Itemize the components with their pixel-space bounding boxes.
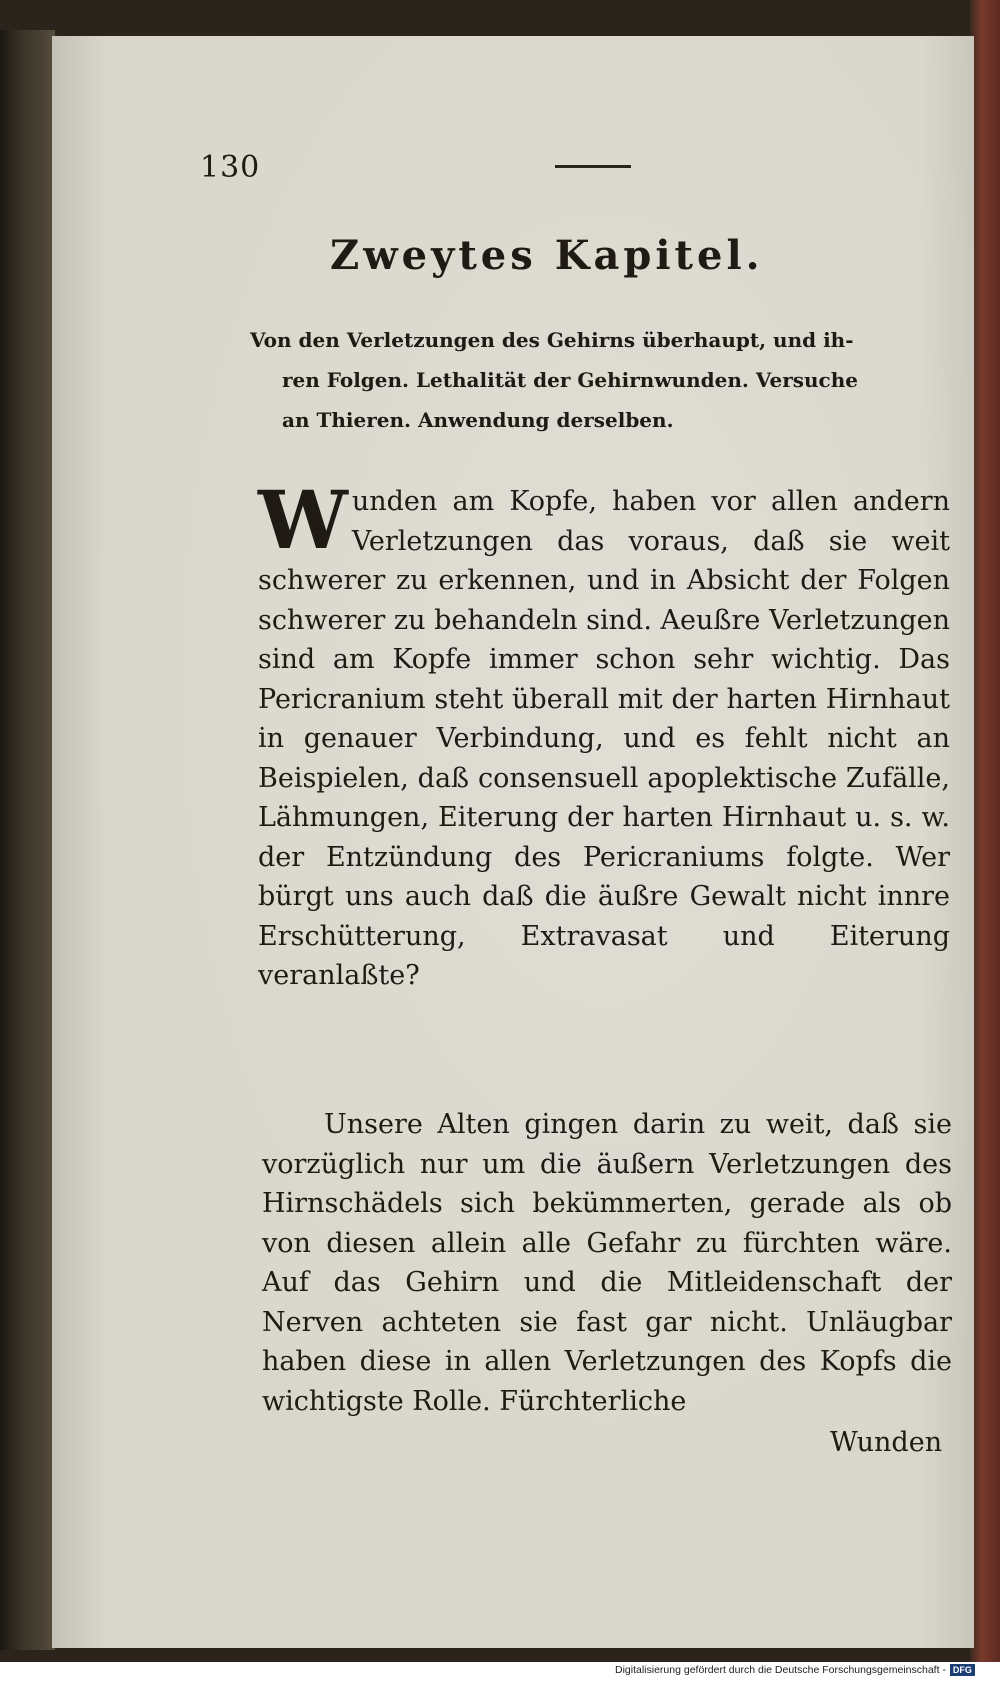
paragraph-1	[258, 473, 950, 996]
chapter-summary	[250, 320, 940, 440]
book-spine	[0, 30, 55, 1650]
credit-text: Digitalisierung gefördert durch die Deutsche Forschungsgemeinschaft -	[615, 1664, 946, 1676]
book-edge	[970, 0, 1000, 1662]
digitization-credit	[615, 1664, 1000, 1676]
summary-line: Von den Verletzungen des Gehirns überhaupt, und ih-	[250, 328, 854, 352]
drop-initial: W	[258, 473, 348, 567]
header-rule	[555, 165, 631, 168]
summary-line: ren Folgen. Lethalität der Gehirnwunden. Versuche	[282, 368, 858, 392]
chapter-title: Zweytes Kapitel.	[330, 232, 764, 279]
paragraph-2: Unsere Alten gingen darin zu weit, daß sie vorzüglich nur um die äußern Verletzungen des Hirnschädels sich bekümmerten, gerade als ob von diesen allein alle Gefahr zu fürchten wäre. Auf das Gehirn und die Mitleidenschaft der Nerven achteten sie fast gar nicht. Unläugbar haben diese in allen Verletzungen des Kopfs die wichtigste Rolle. Fürchterliche	[262, 1109, 952, 1417]
paragraph-1-body: unden am Kopfe, haben vor allen andern Verletzungen das voraus, daß sie weit schwerer zu erkennen, und in Absicht der Folgen schwerer zu behandeln sind. Aeußre Verletzungen sind am Kopfe immer schon sehr wichtig. Das Pericranium steht überall mit der harten Hirnhaut in genauer Verbindung, und es fehlt nicht an Beispielen, daß consensuell apoplektische Zufälle, Lähmungen, Eiterung der harten Hirnhaut u. s. w. der Entzündung des Pericraniums folgte. Wer bürgt uns auch daß die äußre Gewalt nicht innre Erschütterung, Extravasat und Eiterung veranlaßte?	[258, 486, 950, 991]
catchword: Wunden	[830, 1427, 943, 1458]
dfg-logo: DFG	[950, 1664, 975, 1676]
page-number: 130	[200, 150, 261, 185]
summary-line: an Thieren. Anwendung derselben.	[282, 408, 674, 432]
